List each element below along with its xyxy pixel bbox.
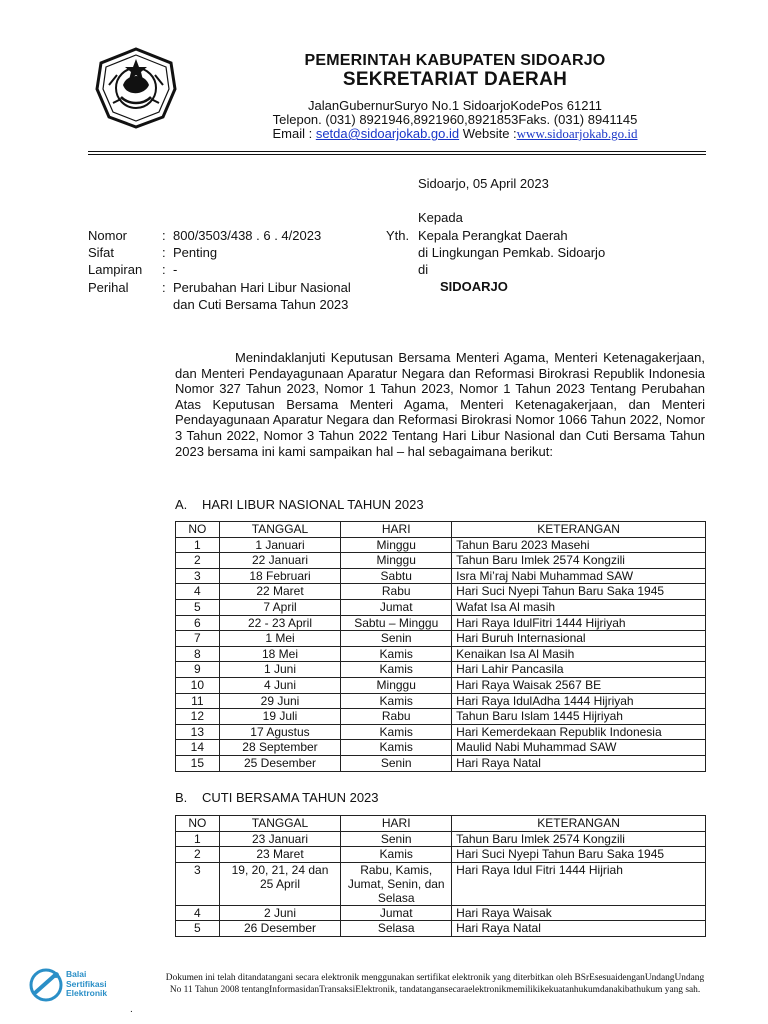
cell-keterangan: Hari Raya Natal — [452, 755, 706, 771]
cell-hari: Jumat — [341, 599, 452, 615]
header-tanggal: TANGGAL — [219, 522, 341, 538]
bse-logo — [28, 966, 138, 1004]
bse-text-line-2: Sertifikasi — [66, 978, 107, 989]
recipient-di: di — [418, 262, 429, 277]
cell-keterangan: Kenaikan Isa Al Masih — [452, 646, 706, 662]
table-row — [176, 631, 706, 647]
table-row — [176, 568, 706, 584]
cell-no: 13 — [176, 724, 220, 740]
bse-text-line-3: Elektronik — [66, 988, 108, 998]
table-row — [176, 646, 706, 662]
perihal-line-2: dan Cuti Bersama Tahun 2023 — [173, 297, 349, 312]
cell-keterangan: Tahun Baru Imlek 2574 Kongzili — [452, 831, 706, 847]
cell-keterangan: Tahun Baru Imlek 2574 Kongzili — [452, 553, 706, 569]
letterhead-phone: Telepon. (031) 8921946,8921960,8921853Faks. (031) 8941145 — [272, 112, 638, 127]
cell-hari: Senin — [341, 831, 452, 847]
cell-tanggal: 4 Juni — [219, 677, 341, 693]
table-row — [176, 553, 706, 569]
perihal-colon: : — [162, 280, 166, 295]
cell-no: 14 — [176, 740, 220, 756]
table-row — [176, 755, 706, 771]
cell-no: 1 — [176, 831, 220, 847]
table-row — [176, 847, 706, 863]
header-tanggal: TANGGAL — [219, 816, 341, 832]
cell-hari: Sabtu — [341, 568, 452, 584]
header-hari: HARI — [341, 522, 452, 538]
nomor-colon: : — [162, 228, 166, 243]
cell-no: 12 — [176, 709, 220, 725]
cell-no: 9 — [176, 662, 220, 678]
cell-hari: Kamis — [341, 847, 452, 863]
cell-no: 4 — [176, 905, 220, 921]
perihal-label: Perihal — [88, 280, 129, 295]
footer-line-1: Dokumen ini telah ditandatangani secara elektronik menggunakan sertifikat elektronik yang diterbitkan oleh BSrEsesuaidenganUndangUndang — [165, 973, 705, 983]
cell-no: 1 — [176, 537, 220, 553]
place-date: Sidoarjo, 05 April 2023 — [418, 176, 549, 191]
cell-tanggal: 22 Januari — [219, 553, 341, 569]
lampiran-value: - — [173, 262, 178, 277]
cell-hari: Senin — [341, 755, 452, 771]
letterhead-contacts — [180, 126, 730, 142]
recipient-city: SIDOARJO — [440, 279, 508, 294]
cell-keterangan: Tahun Baru 2023 Masehi — [452, 537, 706, 553]
letterhead-government-name: PEMERINTAH KABUPATEN SIDOARJO — [304, 52, 606, 69]
cell-tanggal: 19 Juli — [219, 709, 341, 725]
table-row — [176, 740, 706, 756]
cell-no: 8 — [176, 646, 220, 662]
cell-tanggal: 1 Juni — [219, 662, 341, 678]
letterhead-address: JalanGubernurSuryo No.1 SidoarjoKodePos 61211 — [308, 98, 602, 113]
table-row — [176, 584, 706, 600]
cell-no: 10 — [176, 677, 220, 693]
cell-keterangan: Hari Raya Waisak — [452, 905, 706, 921]
letterhead-divider — [88, 154, 706, 155]
recipient-line-2: di Lingkungan Pemkab. Sidoarjo — [418, 245, 606, 260]
table-row — [176, 599, 706, 615]
cell-tanggal: 1 Mei — [219, 631, 341, 647]
cell-no: 3 — [176, 568, 220, 584]
kepada-label: Kepada — [418, 210, 463, 225]
letterhead-divider-thin — [88, 151, 706, 152]
cell-keterangan: Hari Suci Nyepi Tahun Baru Saka 1945 — [452, 584, 706, 600]
cell-keterangan: Hari Raya Waisak 2567 BE — [452, 677, 706, 693]
website-link[interactable]: www.sidoarjokab.go.id — [516, 126, 638, 141]
cell-tanggal: 22 - 23 April — [219, 615, 341, 631]
cell-keterangan: Hari Raya Natal — [452, 921, 706, 937]
cell-tanggal: 26 Desember — [219, 921, 341, 937]
cell-tanggal: 25 Desember — [219, 755, 341, 771]
table-row — [176, 831, 706, 847]
cell-no: 2 — [176, 847, 220, 863]
body-paragraph: Menindaklanjuti Keputusan Bersama Menteri Agama, Menteri Ketenagakerjaan, dan Menteri Pendayagunaan Aparatur Negara dan Reformasi Birokrasi Republik Indonesia Nomor 327 Tahun 2023, Nomor 1 Tahun 2023, Nomor 1 Tahun 2023 Tentang Perubahan Atas Keputusan Bersama Menteri Agama, Menteri Ketenagakerjaan, dan Menteri Pendayagunaan Aparatur Negara dan Reformasi Birokrasi Nomor 1066 Tahun 2022, Nomor 3 Tahun 2022, Nomor 3 Tahun 2022 Tentang Hari Libur Nasional dan Cuti Bersama Tahun 2023 bersama ini kami sampaikan hal – hal sebagaimana berikut: — [175, 350, 705, 459]
cell-no: 2 — [176, 553, 220, 569]
table-row — [176, 677, 706, 693]
cell-keterangan: Hari Buruh Internasional — [452, 631, 706, 647]
table-header-row — [176, 816, 706, 832]
cell-keterangan: Isra Mi’raj Nabi Muhammad SAW — [452, 568, 706, 584]
sifat-value: Penting — [173, 245, 218, 260]
sidoarjo-coat-of-arms-logo — [93, 45, 179, 131]
cell-no: 4 — [176, 584, 220, 600]
cell-hari: Senin — [341, 631, 452, 647]
cell-hari: Kamis — [341, 724, 452, 740]
cell-keterangan: Hari Raya Idul Fitri 1444 Hijriah — [452, 862, 706, 905]
cell-keterangan: Hari Raya IdulAdha 1444 Hijriyah — [452, 693, 706, 709]
table-row — [176, 862, 706, 905]
footer-dot: . — [130, 1004, 133, 1015]
cell-hari: Kamis — [341, 662, 452, 678]
cell-keterangan: Maulid Nabi Muhammad SAW — [452, 740, 706, 756]
cell-tanggal: 23 Januari — [219, 831, 341, 847]
cell-hari: Jumat — [341, 905, 452, 921]
cell-tanggal: 18 Mei — [219, 646, 341, 662]
section-b-title: CUTI BERSAMA TAHUN 2023 — [202, 790, 379, 805]
cell-tanggal: 2 Juni — [219, 905, 341, 921]
header-keterangan: KETERANGAN — [452, 522, 706, 538]
header-no: NO — [176, 522, 220, 538]
recipient-line-1: Kepala Perangkat Daerah — [418, 228, 568, 243]
cell-no: 3 — [176, 862, 220, 905]
electronic-signature-notice — [140, 972, 730, 996]
cell-tanggal: 7 April — [219, 599, 341, 615]
national-holidays-table — [175, 521, 706, 772]
letterhead-office-name: SEKRETARIAT DAERAH — [342, 69, 568, 90]
cell-no: 5 — [176, 599, 220, 615]
cell-tanggal: 29 Juni — [219, 693, 341, 709]
cell-no: 7 — [176, 631, 220, 647]
cell-tanggal: 1 Januari — [219, 537, 341, 553]
cell-no: 5 — [176, 921, 220, 937]
cell-no: 6 — [176, 615, 220, 631]
cell-no: 15 — [176, 755, 220, 771]
email-label: Email : — [272, 126, 316, 141]
bse-emblem-icon — [28, 966, 68, 1004]
cell-keterangan: Hari Kemerdekaan Republik Indonesia — [452, 724, 706, 740]
section-a-letter: A. — [175, 497, 188, 512]
sifat-label: Sifat — [88, 245, 115, 260]
cell-keterangan: Hari Lahir Pancasila — [452, 662, 706, 678]
table-row — [176, 615, 706, 631]
email-link[interactable]: setda@sidoarjokab.go.id — [315, 126, 460, 141]
table-row — [176, 662, 706, 678]
cell-hari: Minggu — [341, 537, 452, 553]
section-a-title: HARI LIBUR NASIONAL TAHUN 2023 — [202, 497, 424, 512]
sifat-colon: : — [162, 245, 166, 260]
cell-keterangan: Hari Raya IdulFitri 1444 Hijriyah — [452, 615, 706, 631]
nomor-label: Nomor — [88, 228, 128, 243]
cell-tanggal: 19, 20, 21, 24 dan 25 April — [219, 862, 341, 905]
cell-hari: Minggu — [341, 553, 452, 569]
table-row — [176, 921, 706, 937]
cell-tanggal: 23 Maret — [219, 847, 341, 863]
cell-hari: Kamis — [341, 646, 452, 662]
table-header-row — [176, 522, 706, 538]
perihal-line-1: Perubahan Hari Libur Nasional — [173, 280, 351, 295]
lampiran-colon: : — [162, 262, 166, 277]
bse-text-line-1: Balai — [66, 969, 87, 979]
cell-tanggal: 28 September — [219, 740, 341, 756]
cell-tanggal: 18 Februari — [219, 568, 341, 584]
cell-tanggal: 17 Agustus — [219, 724, 341, 740]
cell-hari: Kamis — [341, 740, 452, 756]
table-row — [176, 537, 706, 553]
cell-hari: Rabu, Kamis, Jumat, Senin, dan Selasa — [341, 862, 452, 905]
nomor-value: 800/3503/438 . 6 . 4/2023 — [173, 228, 322, 243]
website-label: Website : — [459, 126, 517, 141]
table-row — [176, 905, 706, 921]
collective-leave-table — [175, 815, 706, 937]
footer-line-2: No 11 Tahun 2008 tentangInformasidanTransaksiElektronik, tandatangansecaraelektronikmemilikikekuatanhukumdanakibathukum yang sah. — [169, 985, 701, 995]
section-b-letter: B. — [175, 790, 188, 805]
cell-hari: Kamis — [341, 693, 452, 709]
header-keterangan: KETERANGAN — [452, 816, 706, 832]
cell-hari: Minggu — [341, 677, 452, 693]
table-row — [176, 724, 706, 740]
cell-keterangan: Wafat Isa Al masih — [452, 599, 706, 615]
cell-hari: Rabu — [341, 584, 452, 600]
cell-hari: Sabtu – Minggu — [341, 615, 452, 631]
cell-tanggal: 22 Maret — [219, 584, 341, 600]
lampiran-label: Lampiran — [88, 262, 143, 277]
header-hari: HARI — [341, 816, 452, 832]
cell-keterangan: Hari Suci Nyepi Tahun Baru Saka 1945 — [452, 847, 706, 863]
cell-no: 11 — [176, 693, 220, 709]
table-row — [176, 709, 706, 725]
yth-label: Yth. — [386, 228, 410, 243]
cell-hari: Selasa — [341, 921, 452, 937]
cell-hari: Rabu — [341, 709, 452, 725]
table-row — [176, 693, 706, 709]
header-no: NO — [176, 816, 220, 832]
cell-keterangan: Tahun Baru Islam 1445 Hijriyah — [452, 709, 706, 725]
